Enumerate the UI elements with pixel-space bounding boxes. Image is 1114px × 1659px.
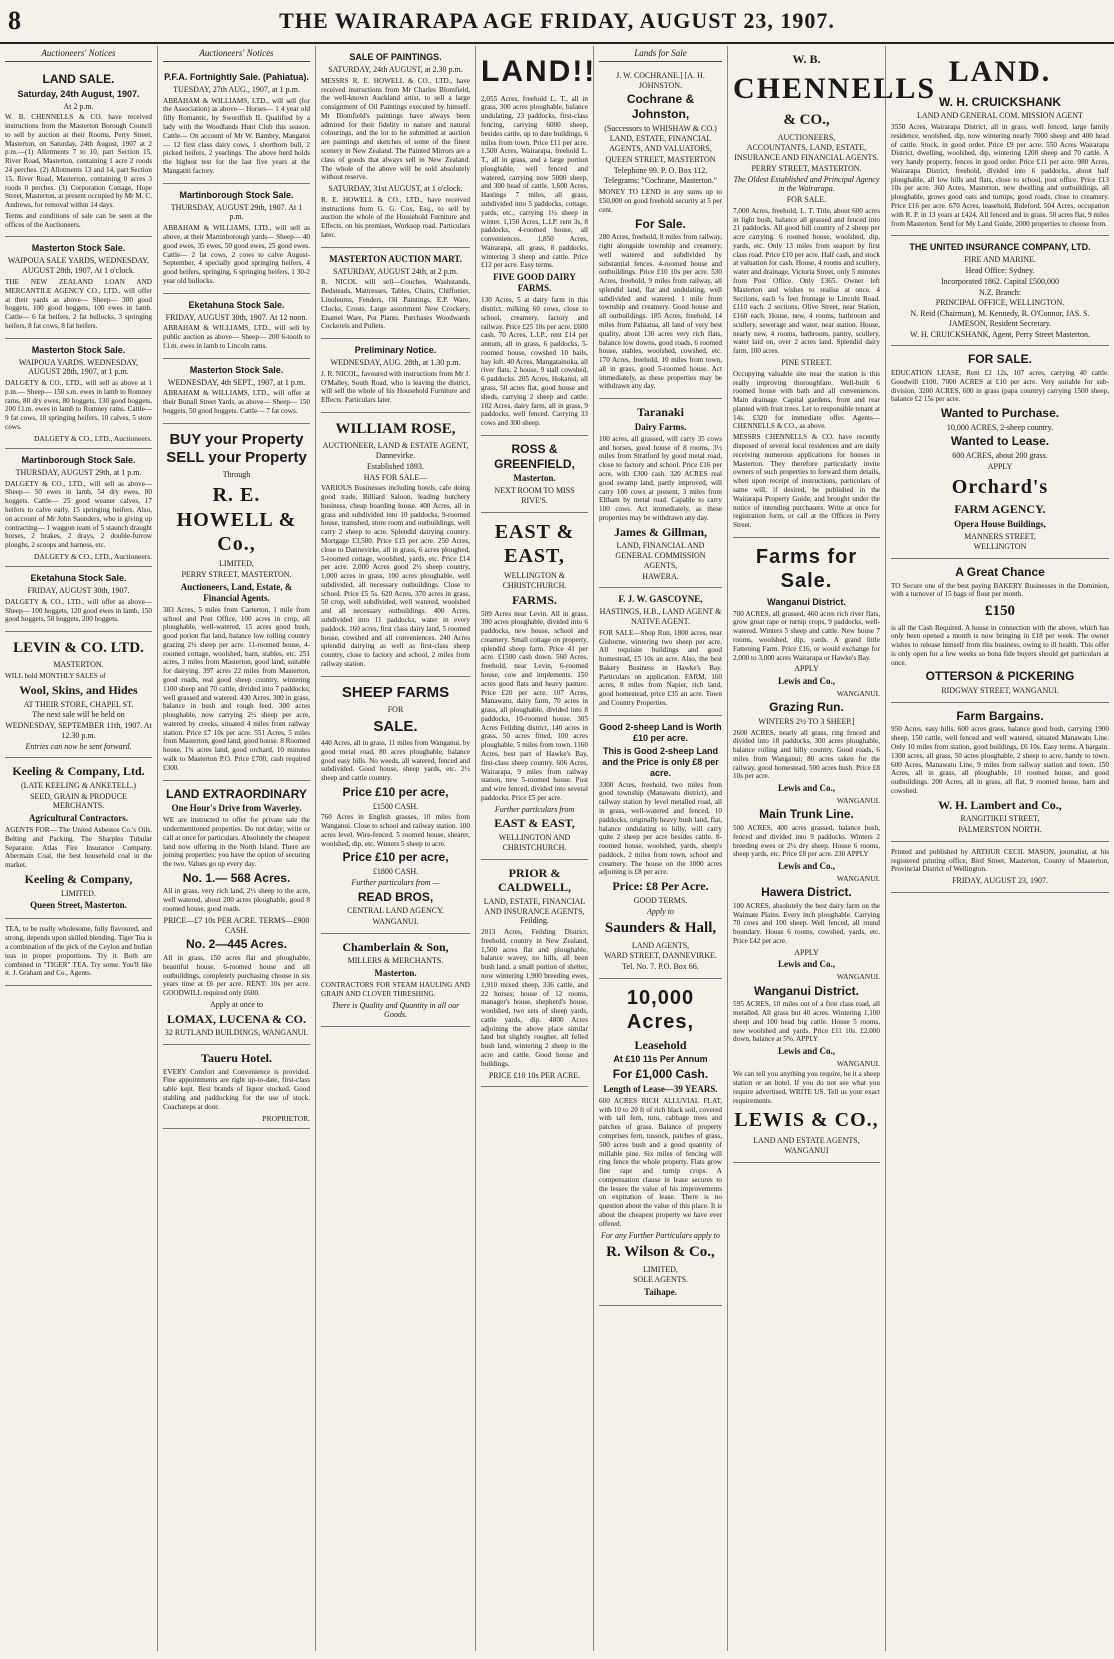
ad-date: Saturday, 24th August, 1907.: [17, 88, 140, 99]
ad-trade: Auctioneers, Land, Estate, & Financial Agents.: [180, 581, 293, 603]
ad-body-2: R. E. HOWELL & CO., LTD., have received instructions from G. G. Cox, Esq., to sell by auction the whole of the Household Furniture and Effects, on his premises, Worksop road. Particulars later.: [321, 195, 470, 239]
page-number: 8: [8, 6, 21, 35]
ad-trade: LAND, ESTATE, FINANCIAL AGENTS, AND VALUATORS,: [609, 134, 712, 154]
ad-gascoyne: [599, 588, 722, 716]
ad-street: PERRY STREET, MASTERTON.: [181, 570, 292, 580]
ad-forsale-title: For Sale.: [635, 216, 686, 231]
ad-chennells: [733, 46, 937, 538]
ad-date: SATURDAY, AUGUST 24th, at 2 p.m.: [333, 266, 458, 276]
ad-agent: W. H. CRUICKSHANK, Agent, Perry Street Masterton.: [910, 329, 1090, 339]
ad-body: VARIOUS Businesses including hotels, cafe doing good trade, Billiard Saloon, leading butchery business, cheap boarding house. 400 Acres, all in grass and subdivided into 10 paddocks, 9-roomed house, tramshed, store room and outbuildings, well carry 2 sheep to acre. Splendid dairying country. Mortgage £3,500. Price £15 per acre. 250 Acres, close to Dannevirke, all in grass, 6 acres ploughed, 5-roomed cottage, woolshed, yards, etc. Price £14 per acre. 2,000 Acres good 2½ sheep country, 1,000 acres in grass, 100 acres ploughable, well subdivided, all necessary outbuildings. Close to school. Price £5 5s. 620 Acres, 370 acres in grass, 50 crop, well subdivided, well watered, woolshed and all necessary outbuildings. 400 Acres, subdivided into 11 paddocks, water in every paddock. 160 acres, first class dairy land, 5 roomed house, cowshed and all conveniences. 240 Acres splendid dairying as well as first-class sheep country, close to factory and school, 2 miles from railway station.: [321, 484, 470, 668]
ad-terms: GOOD TERMS.: [633, 895, 688, 905]
ad-ag: Agricultural Contractors.: [29, 813, 128, 824]
ad-body: TEA, to be really wholesome, fully flavoured, and strong, depends upon skilled blending. Tiger Tea is a combination of the pick of the Ceylon and Indian teas in proper proportions. Try it. Both are combined in "TIGER" TEA. Try some. You'll like it. J. Graham and Co., Agents.: [5, 925, 152, 978]
ad-body: 100 acres, all grassed, will carry 35 cows and horses, good house of 8 rooms, 3½ miles from Stratford by good metal road, close to factory and school. Price £16 per acre, with £300 cash. 320 ACRES real good swamp land, partly improved, will carry 100 cows at present, 3 miles from Eltham by metal road. Capable to carry 100 cows. Act immediately, as these properties may be withdrawn any day.: [599, 434, 722, 522]
ad-grazing-sub: WINTERS 2½ TO 3 SHEEP.]: [758, 716, 855, 726]
ad-lambert-place: PALMERSTON NORTH.: [958, 825, 1042, 835]
ad-title: ROSS & GREENFIELD,: [494, 441, 575, 471]
ad-trade: AUCTIONEER, LAND & ESTATE AGENT, Dannevirke.: [322, 441, 469, 461]
ad-limited: LIMITED,: [219, 559, 254, 569]
ad-body: DALGETY & CO., LTD., will sell as above— Sheep— 50 ewes in lamb, 54 dry ewes, 80 hoggets. Cattle— 25 good weaner calves, 17 heifers to calve early, 15 springing heifers. Also, on account of Mr John Saunders, who is giving up contracting— 1 waggon team of 5 staunch draught horses, 2 brakes, 2 drays, 2 double-furrow ploughs, 2 scoops and harness, etc.: [5, 479, 152, 550]
ad-apply: APPLY: [794, 664, 819, 674]
ad-farm-bargains: [891, 703, 1109, 842]
ad-body: DALGETY & CO., LTD., will sell as above at 1 p.m.— Sheep— 150 s.m. ewes in lamb to Romney rams, 80 dry ewes, 80 hoggets, 130 good hoggets, 200 f.l.m. ewes in lamb to Romney rams. Cattle— 9 fat cows, 10 springing heifers, 10 calves, 5 store cows.: [5, 379, 152, 431]
ad-saunders-trade: LAND AGENTS,: [631, 940, 690, 950]
ad-keeling: [5, 758, 152, 919]
ad-purchase-body: 10,000 ACRES, 2-sheep country.: [946, 422, 1054, 432]
ad-address: PERRY STREET, MASTERTON.: [751, 163, 862, 173]
ad-wanganui: Wanganui District.: [767, 596, 846, 607]
ad-title: MASTERTON AUCTION MART.: [329, 253, 462, 264]
ad-price: £150: [985, 603, 1015, 620]
ad-lewis-place: WANGANUI.: [836, 689, 880, 699]
ad-subtitle: TUESDAY, 27th AUG., 1907, at 1 p.m.: [173, 84, 300, 94]
ad-title: F. J. W. GASCOYNE,: [618, 594, 703, 605]
ad-telegrams: Telegrams: "Cochrane, Masterton.": [603, 176, 718, 186]
ad-read-sub: CENTRAL LAND AGENCY.: [347, 906, 444, 916]
ad-body: CONTRACTORS FOR STEAM HAULING AND GRAIN AND CLOVER THRESHING.: [321, 981, 470, 998]
ad-title: Farms for Sale.: [755, 545, 858, 593]
ad-next: NEXT ROOM TO MISS RIVE'S.: [494, 486, 575, 505]
ad-hawera: Hawera District.: [761, 885, 852, 900]
ad-tiger-tea: [5, 919, 152, 986]
ad-initials: W. B.: [792, 52, 821, 66]
ad-incorporated: Incorporated 1862. Capital £500,000: [941, 276, 1059, 286]
ad-sheep-farms: [321, 677, 470, 934]
ad-saunders: Saunders & Hall,: [604, 920, 717, 937]
ad-body: THE NEW ZEALAND LOAN AND MERCANTILE AGENCY CO., LTD., will offer at their yards as above— Sheep— 300 good hoggets, 100 good hoggets, 100 ewes in lamb. Cattle— 6 fat heifers, 2 fat bullocks, 3 springing heifers, 8 fat cows, 8 fat heifers.: [5, 277, 152, 330]
ad-title: PRIOR & CALDWELL,: [497, 865, 571, 895]
ad-subtitle: (LATE KEELING & ANKETELL.): [20, 780, 137, 790]
ad-title: Preliminary Notice.: [354, 345, 437, 356]
ad-body: EVERY Comfort and Convenience is provided. Fine appointments are right up-to-date, first-class table kept. Best brands of liquor stocked. Good stabling and paddocking for the use of stock. Coachsteps at door.: [163, 1067, 310, 1111]
column-1: [0, 46, 158, 1651]
ad-subtitle: One Hour's Drive from Waverley.: [171, 803, 302, 814]
ad-place: MASTERTON.: [53, 660, 104, 670]
ad-pine: PINE STREET.: [781, 358, 832, 368]
ad-further: Further particulars from: [494, 804, 575, 814]
column-header: Auctioneers' Notices: [5, 46, 152, 62]
ad-length: Length of Lease—39 YEARS.: [603, 1083, 718, 1094]
ad-james: James & Gillman,: [614, 524, 707, 539]
ad-body: J. R. NICOL, favoured with instructions from Mr J. O'Malley, South Road, who is leaving the district, will sell the whole of his Household Furniture and Effects. Particulars later.: [321, 369, 470, 405]
ad-phone: Telephone 99. P. O. Box 112.: [613, 165, 708, 175]
ad-title: Eketahuna Stock Sale.: [30, 573, 127, 584]
ad-masterton-stock-sale: [163, 359, 310, 424]
ad-trade: MILLERS & MERCHANTS.: [347, 956, 444, 966]
ad-store: AT THEIR STORE, CHAPEL ST.: [23, 699, 134, 709]
ad-saunders-addr: WARD STREET, DANNEVIRKE.: [604, 951, 717, 961]
column-5: [594, 46, 728, 1651]
ad-james-trade: LAND, FINANCIAL AND GENERAL COMMISSION AGENTS,: [615, 541, 706, 570]
column-6: [728, 46, 937, 1651]
ad-hawera-body: 100 ACRES, absolutely the best dairy farm on the Waimate Plains. Every inch ploughable. Carrying 70 cows and 100 sheep. Well fenced, all round boundary. House 6 rooms, cowshed, yards, etc. Price £42 per acre.: [733, 901, 880, 945]
ad-for-sale: [891, 346, 1109, 559]
ad-subtitle: FRIDAY, AUGUST 30th, 1907.: [27, 586, 130, 595]
ad-body: ABRAHAM & WILLIAMS, LTD., will sell (for the Association) as above— Horses— 1 4 year old filly Romantic, by Swordfish II. Qualified by a lady with the Woodlands Hunt Club this season. Cattle— On account of Mr W. Bambry, Mangatoi— 12 first class dairy cows, 1 shorthorn bull, 2 picked heifers, 2 yearlings. The above herd holds the highest test for the last five years at the Mangatiti factory.: [163, 96, 310, 175]
ad-orchard-street: MANNERS STREET,: [964, 531, 1036, 541]
ad-trade: AUCTIONEERS,: [777, 132, 836, 142]
ad-body: ABRAHAM & WILLIAMS, LTD., will offer at their Bunall Street Yards, as above— Sheep— 150 hoggets, 50 good hoggets. Cattle— 7 fat cows.: [163, 389, 310, 415]
ad-martinborough-stock-sale: [163, 184, 310, 294]
ad-subtitle: This is Good 2-sheep Land and the Price is only £8 per acre.: [602, 745, 719, 778]
ad-entries: Entries can now be sent forward.: [25, 741, 132, 751]
ad-further: Further particulars from —: [351, 877, 440, 887]
ad-title: FOR SALE.: [967, 352, 1032, 367]
ad-lewis: Lewis and Co.,: [777, 861, 835, 872]
ad-subtitle: FRIDAY, AUGUST 30th, 1907. At 12 noon.: [165, 312, 308, 322]
column-4: [476, 46, 597, 1651]
ad-officers: N. Reid (Chairman), M. Kennedy, R. O'Connor, JAS. S. JAMESON, Resident Secretary.: [910, 309, 1090, 328]
ad-trade: HASTINGS, H.B., LAND AGENT & NATIVE AGENT.: [599, 607, 722, 626]
ad-body: ABRAHAM & WILLIAMS, LTD., will sell by public auction as above— Sheep— 200 6-tooth to f.l.m. ewes in lamb to Lincoln rams.: [163, 324, 310, 350]
ad-title: Good 2-sheep Land is Worth £10 per acre.: [599, 721, 722, 743]
ad-title: Taranaki: [637, 405, 684, 420]
columns: [0, 46, 1114, 1651]
ad-dairy-title: FIVE GOOD DAIRY FARMS.: [493, 272, 576, 294]
ad-money: MONEY TO LEND in any sums up to £50,000 on good freehold security at 5 per cent.: [599, 188, 722, 214]
ad-agents: AGENTS FOR— The United Asbestos Co.'s Oils. Belting and Packing. The Sharples Tubular Separator. Atlas Fire Insurance Company. Abermain Coal, the best household coal in the market.: [5, 826, 152, 870]
ad-body: EDUCATION LEASE, Rent £2 12s, 107 acres, carrying 40 cattle. Goodwill £100. 7000 ACRES at £10 per acre. Very suitable for sub-division. 3200 ACRES, 600 in grass (papa country) carrying 1500 sheep, balance £2 15s per acre.: [891, 368, 1109, 404]
ad-date: WEDNESDAY, SEPTEMBER 11th, 1907. At 12.30 p.m.: [5, 721, 152, 740]
ad-body: ABRAHAM & WILLIAMS, LTD., will sell as above, at their Martinborough yards— Sheep— 40 good ewes, 35 ewes, 50 good ewes, 25 good ewes. Cattle— 2 fat cows, 2 cows to calve August-September, 4 specially good springing heifers, 4 good heifers, springing, 6 springing heifers, 1 30-2 year old bullocks.: [163, 224, 310, 285]
ad-names: J. W. COCHRANE.] [A. H. JOHNSTON.: [616, 70, 705, 90]
ad-lease-title: Wanted to Lease.: [950, 434, 1050, 449]
ad-lot-2: No. 2—445 Acres.: [186, 937, 287, 952]
ad-wilson: R. Wilson & Co.,: [606, 1244, 715, 1261]
ad-sale-of-paintings: [321, 46, 470, 248]
ad-terms: Terms and conditions of sale can be seen at the offices of the Auctioneers.: [5, 211, 152, 229]
ad-body: 2,055 Acres, freehold L. T., all in grass, 300 acres ploughable, balance undulating, 23 paddocks, first-class fencing, carrying 6000 sheep, besides cattle, up to date buildings, 6 miles from town. Price £11 per acre. 1,500 Acres, Wairarapa, freehold L. T., all in grass, and a large portion ploughable, well fenced and watered, carrying now 5000 sheep, and 300 head of cattle. 1,600 Acres, Hastings 7 miles, all grass, subdivided into 5 paddocks, cottage, yards, etc., carrying 1½ sheep in winter. 1,150 Acres, L.I.P. rent 3s, 8 paddocks, 4-roomed house, all conveniences. 1,850 Acres, Wairarapa, all grass, 8 paddocks, wintering 3 sheep and cattle. Price £12 per acre. Easy terms.: [481, 94, 588, 270]
ad-title: A Great Chance: [955, 565, 1045, 580]
ad-lewis-place: WANGANUI.: [836, 972, 880, 982]
ad-apply: APPLY: [987, 461, 1013, 471]
ad-principal: PRINCIPAL OFFICE, WELLINGTON.: [935, 298, 1065, 308]
ad-place: WELLINGTON & CHRISTCHURCH.: [502, 571, 567, 591]
ad-main-trunk-body: 500 ACRES, 400 acres grassed, balance bush, fenced and divided into 9 paddocks. Winters 2 breeding ewes or 2½ dry sheep. House 6 rooms, sheep yards, etc. Price £8 per acre. 230 APPLY: [733, 823, 880, 859]
ad-lot-1: No. 1.— 568 Acres.: [182, 870, 291, 885]
ad-subtitle: Dairy Farms.: [634, 421, 687, 432]
ad-apply: Apply at once to: [209, 999, 264, 1009]
ad-subtitle: WAIPOUA YARDS. WEDNESDAY, AUGUST 28th, 1907, at 1 p.m.: [18, 357, 139, 377]
ad-title: Farm Bargains.: [956, 708, 1044, 723]
masthead-title: THE WAIRARAPA AGE FRIDAY, AUGUST 23, 1907.: [279, 8, 835, 33]
ad-apply: Apply to: [647, 906, 674, 916]
ad-title: Masterton Stock Sale.: [189, 364, 284, 375]
ad-read-place: WANGANUI.: [372, 916, 419, 926]
ad-lewis-place: WANGANUI.: [836, 796, 880, 806]
ad-co: & CO.,: [783, 112, 830, 129]
ad-subtitle: THURSDAY, AUGUST 29th, 1907. At 1 p.m.: [170, 202, 303, 222]
ad-forsale: FOR SALE.: [786, 195, 827, 205]
ad-street: Queen Street, Masterton.: [30, 900, 127, 911]
ad-body: 383 Acres, 5 miles from Carterton, 1 mile from school and Post Office, 100 acres in crop, all ploughable, well-watered, 15 acres good bush, good porion flat land, balance low rolling country grazing 2½ sheep per acre. 11-roomed house, 4-roomed cottage, woolshed, barn, stables, etc. 251 acres, 3 miles from Masterton, good land, suitable for dairying. 397 acres 22 miles from Masterton, good roads, real good sheep country, wintering 1100 sheep and 70 cattle, divided into 7 paddocks; well grassed and watered. 430 Acres, 300 in grass, balance in bush and rough feed. 300 acres ploughable, now carrying 2½ sheep per acre, watered by creeks, situated 4 miles from railway station. Price £7 10s per acre. 551 Acres, 5 miles from Masterton, good land, good house. 8 Roomed house, 1¾ acres land, good orchard, 10 minutes walk to Masterton P.O. Price £700, cash required £300.: [163, 605, 310, 772]
ad-william-rose: [321, 413, 470, 677]
ad-nz: N.Z. Branch:: [979, 287, 1021, 297]
ad-subtitle: THURSDAY, AUGUST 29th, at 1 p.m.: [15, 467, 142, 477]
ad-address: QUEEN STREET, MASTERTON: [605, 154, 716, 164]
ad-wanganui-2: Wanganui District.: [754, 983, 859, 998]
ad-body: 2013 Acres, Feilding District, freehold, country in New Zealand, 1,500 acres flat and ploughable, balance wavey, no hills, all been bush land, a small portion of shelter, now wintering 1,900 breeding ewes, 1,910 mixed sheep, 336 cattle, and 22 horses; house of 12 rooms, manager's house, shepherd's house, woolshed, two sets of sheep yards, cattle yards, dip. 4800 Acres adjoining the above place similar land but slightly rougher, all felled bush land, wintering 2 sheep to the acre and cattle. Good house and buildings.: [481, 928, 588, 1068]
ad-subtitle: (Successors to WHISHAW & CO.): [604, 123, 717, 133]
ad-cochrane-johnston: [599, 66, 722, 399]
column-7: [886, 46, 1114, 1651]
ad-body: FOR SALE—Shop Run, 1800 acres, near Gisborne, wintering two sheep per acre. All requisite buildings and good homestead, £5 10s an acre. Also, the best Bakery Business in Hawke's Bay. Particulars on application. FARM, 160 acres, 8 miles from Napier, rich land, good homestead, price £35 an acre. Town and Country Properties.: [599, 628, 722, 707]
ad-cruickshank: [891, 46, 1109, 236]
ad-lot-1-cash: £1500 CASH.: [372, 801, 419, 811]
ad-title: Chamberlain & Son,: [342, 939, 449, 954]
ad-lewis-big-place: WANGANUI: [784, 1146, 829, 1156]
ad-sale: SALE.: [373, 717, 418, 735]
ad-time: At 2 p.m.: [63, 101, 94, 111]
ad-established: Established 1893.: [367, 461, 424, 471]
ad-otterson-street: RIDGWAY STREET, WANGANUI.: [941, 686, 1059, 696]
ad-body: 7,000 Acres, freehold, L. T. Title, about 600 acres in light bush, balance all grassed and fenced into 21 paddocks. All good hill country of 2 sheep per acre carrying. 6 roomed house, woolshed, dip, yards, etc. Only 13 miles from seaport by first class road. Price £10 per acre. Half cash, and stock at valuation for cash. House, 4 rooms and scullery, water and drainage, Victoria Street, only 5 minutes from Post Office. Only £365. Owner left Masterton and wishes to realise at once. 4 Sections, each ¼ feet frontage to Lincoln Road. £110 each. 2 sections, Olive Street, near Station, £160 each. House, new, 4 rooms, bathroom and scullery, sewerage and water, near station. House, nearly new, 4 rooms, bathroom, pantry, scullery, water laid on, over 2 acres land. Splendid dairy farm, 100 acres.: [733, 206, 880, 356]
ad-lewis: Lewis and Co.,: [777, 1046, 835, 1057]
ad-wilson-limited: LIMITED,: [643, 1264, 678, 1274]
ad-lot-1-price: Price £10 per acre,: [342, 784, 449, 799]
ad-otterson: OTTERSON & PICKERING: [925, 669, 1075, 684]
ad-eketahuna-stock-sale: [163, 294, 310, 359]
ad-great-chance: [891, 559, 1109, 703]
ad-limited: LIMITED.: [61, 888, 96, 898]
ad-forsale-body: 280 Acres, freehold, 8 miles from railway, right alongside township and creamery, well watered and subdivided by substantial fences. 4-roomed house and outbuildings. Price £10 10s per acre. 530 Acres, freehold, 9 miles from railway, all splendid land, flat and undulating, well subdivided and watered. 1 mile from township and creamery. Good house and all outbuildings. 185 Acres, freehold, 14 miles from Pahiatua, all land of very best quality, about 130 acres very rich flats, balance low downs, good roads, 6 roomed house, stables, woolshed, cowshed, etc. 170 Acres, freehold, 10 miles from town, all in grass, good 5-roomed house. Act immediately, as these properties may be withdrawn any day.: [599, 233, 722, 391]
ad-trade: LAND, ESTATE, FINANCIAL AND INSURANCE AGENTS, Feilding.: [483, 896, 586, 926]
ad-price: Price: £8 Per Acre.: [612, 879, 709, 894]
ad-place: Masterton.: [374, 968, 417, 979]
ad-note: The Oldest Established and Principal Agency in the Wairarapa.: [733, 174, 880, 194]
ad-lomax: LOMAX, LUCENA & CO.: [166, 1011, 306, 1026]
ad-lewis: Lewis and Co.,: [777, 959, 835, 970]
ad-signature-place: WELLINGTON AND CHRISTCHURCH.: [498, 833, 571, 852]
ad-title: Masterton Stock Sale.: [31, 344, 126, 355]
ad-for: FOR: [387, 705, 404, 714]
ad-lot-1-body: All in grass, very rich land, 2½ sheep to the acre, well watered, about 200 acres ploughable, good 8 roomed house, good roads.: [163, 887, 310, 914]
ad-rent: At £10 11s Per Annum: [613, 1054, 708, 1065]
ad-lewis-place: WANGANUI.: [836, 874, 880, 884]
ad-title: WILLIAM ROSE,: [335, 421, 456, 437]
ad-signature: DALGETY & CO., LTD., Auctioneers.: [34, 551, 152, 561]
ad-messrs: MESSRS CHENNELLS & CO. have recently disposed of several local residences and are daily receiving numerous applications for houses in Masterton. They therefore particularly invite owners of such properties to forward them details, when upon receipt of instructions, particulars of same will, if desired, be published in the Wairarapa Property Guide, and brought under the notice of intending purchasers. Write at once for registration form, or call at the Offices in Perry Street.: [733, 433, 880, 530]
ad-signature: EAST & EAST,: [494, 816, 575, 831]
ad-trade-2: ACCOUNTANTS, LAND, ESTATE, INSURANCE AND FINANCIAL AGENTS.: [734, 143, 879, 163]
ad-buy-title: BUY your Property SELL your Property: [166, 430, 307, 467]
ad-united-insurance: [891, 236, 1109, 346]
ad-orchard-place: WELLINGTON: [973, 542, 1027, 552]
column-header: Lands for Sale: [599, 46, 722, 62]
ad-land-extraordinary: [163, 781, 310, 1045]
ad-trade: SEED, GRAIN & PRODUCE MERCHANTS.: [30, 791, 127, 811]
ad-signature: DALGETY & CO., LTD., Auctioneers.: [34, 433, 152, 443]
ad-title: Cochrane & Johnston,: [626, 92, 695, 122]
ad-goods: Wool, Skins, and Hides: [19, 682, 138, 697]
ad-office: Head Office: Sydney.: [965, 266, 1035, 276]
ad-farms: FARMS.: [512, 592, 557, 607]
ad-pfa-sale: [163, 66, 310, 184]
ad-body: 950 Acres, easy hills, 600 acres grass, balance good bush, carrying 1900 sheep, 150 cattle, well fenced and well watered, situated Manawatu Line. Only 10 miles from station, good buildings, £6 10s. Easy terms. A bargain. 1300 acres, all grass, 50 acres ploughable, 2 sheep to acre, handy to town. 600 Acres, Manawatu Line, 9 miles from railway station and town. 150 Acres, all in grass, all ploughable, 10 roomed house, and good outbuildings. 200 Acres, all in grass, all flat, 9 roomed house, barn and cowshed.: [891, 725, 1109, 795]
ad-masterton-stock-sale: [5, 237, 152, 338]
column-2: [158, 46, 316, 1651]
ad-taranaki: [599, 399, 722, 588]
ad-through: Through: [222, 470, 251, 480]
ad-apply: APPLY: [794, 947, 819, 957]
ad-subtitle: WAIPOUA SALE YARDS, WEDNESDAY, AUGUST 28th, 1907, At 1 o'clock.: [7, 256, 150, 276]
ad-body-2: is all the Cash Required. A house in connection with the above, which has only been opened a month is now bringing in £18 per week. The owner wishes to release himself from this business, owing to ill health. This offer is only open for a few weeks so bona fide buyers should get particulars at once.: [891, 623, 1109, 667]
ad-land-title: LAND.: [948, 55, 1052, 88]
ad-title: Keeling & Company, Ltd.: [12, 764, 145, 779]
ad-body: 3300 Acres, freehold, two miles from good township (Manawatu district), and railway station by level metalled road, all in grass, well-watered and fenced, 10 paddocks, originally heavy bush land, flat, balance undulating to hilly, will carry quite 2 sheep per acre besides cattle. 8-roomed house, woolshed, yards, sheep's paddock, 2 miles from town, school and creamery. The house on the 1000 acres adjoining is £8 per acre.: [599, 780, 722, 877]
ad-tell: We can tell you anything you require, be it a sheep station or an hotel. If you do not see what you require advertised, WRITE US. Tell us your exact requirements.: [733, 1070, 880, 1105]
ad-lewis-big: LEWIS & CO.,: [734, 1109, 879, 1132]
ad-title: Martinborough Stock Sale.: [21, 454, 136, 465]
ad-wanganui-2-body: 595 ACRES, 10 miles out of a first class road, all metalled. All grass but 40 acres. Wintering 1,100 sheep and 100 head big cattle. House 5 rooms, new woolshed and yards. Price £11 10s. £2,000 down, balance at 5%. APPLY: [733, 1000, 880, 1044]
ad-note: There is Quality and Quantity in all our Goods.: [331, 1000, 460, 1020]
ad-orchard-sub: FARM AGENCY.: [954, 501, 1046, 516]
ad-title: Martinborough Stock Sale.: [179, 189, 294, 200]
column-3: [316, 46, 476, 1651]
ad-prior-caldwell: [481, 860, 588, 1088]
ad-ross-greenfield: [481, 436, 588, 513]
ad-levin: [5, 632, 152, 758]
ad-body: 600 ACRES RICH ALLUVIAL FLAT, with 10 to 20 ft of rich black soil, covered with tall fern, tutu, cabbage trees and patches of grass. Balance of property comprises fern, tussock, patches of grass, 500 acres bush and a good quantity of millable pine. Six miles of fencing will ring fence the whole property. Flats grow fine rape and turnip crops. A compensation clause in lease secures to the lessee the value of his improvements on expiration of lease. There is no question about the value of this place. It is about the cheapest property we have ever offered.: [599, 1096, 722, 1228]
ad-land-sale: [5, 66, 152, 238]
ad-main-trunk: Main Trunk Line.: [759, 807, 854, 822]
ad-dairy-body: 130 Acres, 5 at dairy farm in this district, milking 60 cows, close to school, creamery, factory and railway. Price £25 10s per acre. £600 cash. 70 Acres, L.I.P., rent £14 per annum, all in grass, 6 paddocks, 5-roomed house, cowshed 10 bails, hay loft. 40 Acres, Mangatainoka, all river flats, 2 house, 9 stall cowshed, 6 paddocks. 205 Acres, Hokanui, all grass, 50 acres flat, good house and sheds, carrying 2 sheep and cattle. 102 Acres, dairy farm, all in grass, 9 paddocks, well fenced. Carrying 33 cows and 300 sheep.: [481, 296, 588, 428]
ad-auction-mart: [321, 248, 470, 339]
ad-title: LAND!!: [481, 55, 597, 88]
ad-title: R. E. HOWELL & Co.,: [176, 484, 297, 555]
ad-body: TO Secure one of the best paying BAKERY Businesses in the Dominion, with a turnover of 15 bags of flour per month.: [891, 581, 1109, 599]
ad-howell: [163, 424, 310, 781]
ad-orchard: Orchard's: [951, 475, 1049, 498]
ad-signature: Keeling & Company,: [24, 872, 133, 887]
ad-east-east: [481, 513, 588, 860]
ad-saunders-tel: Tel. No. 7. P.O. Box 66.: [622, 962, 699, 972]
ad-lewis: Lewis and Co.,: [777, 783, 835, 794]
ad-title: CHENNELLS: [733, 71, 937, 105]
ad-title: LEVIN & CO. LTD.: [13, 640, 144, 657]
ad-body: R. NICOL will sell—Couches, Washstands, Bedsteads, Mattresses, Tables, Chairs, Chiffonier, Linoleums, Fenders, Oil Paintings, E.P. Ware, Clocks, Crosts. Large assortment New Crockery, Enamel Ware, Pot Plants. Purchases Woodwards Cockerels and Pullets.: [321, 278, 470, 331]
ad-title: LAND SALE.: [42, 71, 115, 86]
ad-body: WILL hold MONTHLY SALES of: [5, 672, 106, 681]
ad-lot-2: 760 Acres in English grasses, 10 miles from Wanganui. Close to school and railway station. 100 acres level. Wire-fenced. 5 roomed house, shearer, woolshed, dip, etc. Winters 5 sheep to acre.: [321, 813, 470, 848]
ad-body: W. B. CHENNELLS & CO. have received instructions from the Masterton Borough Council to sell by auction at their Rooms, Perry Street, Masterton, on Saturday, 24th August, 1907 at 2 p.m.—(1) Allotments 7 to 10, part Section 15, River Road, Masterton, containing 1 acre 2 roods 24 perches. (2) Allotments 13 and 14, part Section 15, River Road, Masterton, containing 0 acres 3 roods 0 perches. (3) Corporation Cottage, Hope Street, Masterton, at present occupied by Mr M. C. Andrews, for removal within 14 days.: [5, 113, 152, 210]
ad-lambert-street: RANGITIKEI STREET,: [960, 814, 1040, 824]
ad-wilson-place: Taihape.: [644, 1287, 677, 1298]
ad-grazing: Grazing Run.: [769, 700, 844, 715]
ad-price: PRICE £10 10s PER ACRE.: [488, 1070, 581, 1080]
ad-title: Taueru Hotel.: [201, 1050, 272, 1065]
ad-date: WEDNESDAY, AUG. 28th, at 1.30 p.m.: [330, 358, 461, 368]
ad-body: WE are instructed to offer for private sale the undermentioned properties. Do not delay; write or call at once for particulars. Absolutely the cheapest land now offering in the North Island. There are joining properties; you have the option of securing the two. Values go up every day.: [163, 816, 310, 869]
imprint-date: FRIDAY, AUGUST 23, 1907.: [952, 876, 1048, 886]
ad-lot-2-cash: £1800 CASH.: [372, 867, 419, 877]
ad-title: EAST & EAST,: [494, 520, 575, 567]
ad-title: SHEEP FARMS: [341, 683, 450, 701]
ad-has: HAS FOR SALE—: [363, 472, 428, 482]
ad-body: MESSRS R. E. HOWELL & CO., LTD., have received instructions from Mr Charles Blomfield, the well-known Auckland artist, to sell a large consignment of Oil Paintings executed by himself. Mr Blomfield's paintings have always been admired for their fidelity to nature and natural colourings, and the lot to be submitted at auction are paintings and sketches of some of the finest scenery in New Zealand. The Painted Mirrors are a class of goods that always sell in New Zealand. The whole of the above will be sold absolutely without reserve.: [321, 76, 470, 182]
ad-title: THE UNITED INSURANCE COMPANY, LTD.: [909, 242, 1091, 253]
ad-subtitle: Leasehold: [634, 1037, 687, 1052]
ad-eketahuna-stock-sale: [5, 567, 152, 632]
ad-title: LAND EXTRAORDINARY: [166, 786, 307, 801]
ad-next: The next sale will be held on: [32, 710, 125, 720]
ad-good-sheep-land: [599, 716, 722, 979]
ad-body: 3550 Acres, Wairarapa District, all in grass, well fenced, large family residence, woolshed, dip, now wintering nearly 7000 sheep and 400 head of cattle. Stock, in good order. Price £9 per acre. 550 Acres Wairarapa District, dwelling, woolshed, dip, wintering 1200 sheep and 70 cattle. A very handy property, fences in good order. Price £11 per acre. 980 Acres, Wairarapa District, freehold, divided into 6 paddocks, about half ploughable, all low hills and flats, close to school, post office. Price £13 10s per acre. 360 Acres, Masterton, new dwelling and outbuildings, all ploughable, grows good oats and turnips, good roads, close to creamery. Price £16 per acre. 670 Acres, leasehold, Bideford. 504 Acres, occupation with R. P. in 13 years at £424. All fenced and in grass. 50 acres flat, 9 miles from Masterton. Send for My Land Guide, 2000 properties to choose from.: [891, 122, 1109, 228]
ad-wanganui-body: 700 ACRES, all grassed, 460 acres rich river flats, grow great rape or turnip crops, 9 paddocks, well-watered. Winters 5 sheep and cattle. New house 7 rooms, woolshed, dip, yards. A grand little Fattening Farm. Price £16, or would exchange for 2,000 to 3,000 acres Wairarapa or Hawke's Bay.: [733, 609, 880, 662]
ad-date-2: SATURDAY, 31st AUGUST, at 1 o'clock.: [328, 184, 463, 194]
ad-place: Masterton.: [513, 473, 556, 484]
ad-title: W. H. CRUICKSHANK: [939, 94, 1061, 109]
ad-lot-1: 440 Acres, all in grass, 11 miles from Wanganui, by good metal road, 80 acres ploughable, balance good easy hills. No weeds, all watered, fenced and subdivided. Good house, sheep yards, etc. 2½ sheep and cattle country.: [321, 739, 470, 783]
ad-preliminary-notice: [321, 339, 470, 413]
ad-grazing-body: 2600 ACRES, nearly all grass, ring fenced and divided into 18 paddocks, 300 acres ploughable, balance rolling and hilly country. Good roads, 6 miles from Wanganui; 80 acres taken for the railway, good homestead, 500 acres bush. Price £8 10s per acre.: [733, 728, 880, 781]
ad-title: Masterton Stock Sale.: [31, 243, 126, 254]
ad-orchard-bldg: Opera House Buildings,: [954, 518, 1046, 529]
ad-lomax-addr: 32 RUTLAND BUILDINGS, WANGANUI.: [164, 1028, 309, 1038]
ad-lease-body: 600 ACRES, about 200 grass.: [952, 451, 1048, 461]
ad-body: 509 Acres near Levin. All in grass, 300 acres ploughable, divided into 6 paddocks, new house, school and creamery. Small cottage on property, splendid sheep farm. Price 41 per acre. £1500 cash down. 560 Acres, freehold, near Levin, 6-roomed house, cow and implements. 150 acres good flats and heavy pasture. Price £20 per acre. 107 Acres, Manawatu, dairy farm, 70 acres in grass, all ploughable, divided into 8 paddocks, 10-roomed house. 305 Acres Feilding district, 140 acres in grass, 50 acres fitted, 100 acres ploughable, 5 miles from town. 1160 Acres, best part of Hawke's Bay, first-class sheep country. 606 Acres, Wairarapa, 9 miles from railway station, new 5-roomed house. Post and wire fenced, divided into several paddocks. Price £5 per acre.: [481, 609, 588, 802]
masthead: [0, 0, 1114, 44]
ad-further: For any Further Particulars apply to: [601, 1230, 720, 1240]
ad-lot-2-price: Price £10 per acre,: [342, 850, 449, 865]
ad-purchase-title: Wanted to Purchase.: [940, 406, 1060, 421]
ad-wilson-agents: SOLE AGENTS.: [632, 1275, 689, 1285]
ad-farms-for-sale: [733, 538, 880, 1163]
column-header: Auctioneers' Notices: [163, 46, 310, 62]
ad-subtitle: WEDNESDAY, 4th SEPT., 1907, at 1 p.m.: [167, 377, 306, 387]
ad-lot-1-price: PRICE—£7 10s PER ACRE. TERMS—£900 CASH.: [163, 915, 310, 935]
ad-signature: PROPRIETOR.: [262, 1113, 310, 1123]
ad-land: [481, 46, 597, 436]
ad-lewis: Lewis and Co.,: [777, 676, 835, 687]
ad-lewis-place: WANGANUI.: [836, 1059, 880, 1069]
ad-trade: LAND AND GENERAL COM. MISSION AGENT: [917, 111, 1083, 121]
ad-read-bros: READ BROS,: [357, 889, 434, 904]
ad-lewis-big-trade: LAND AND ESTATE AGENTS,: [753, 1135, 860, 1145]
ad-title: 10,000 Acres,: [626, 986, 695, 1034]
ad-body: DALGETY & CO., LTD., will offer as above— Sheep— 100 hoggets, 120 good ewes in lamb, 150 good hoggets, 50 hoggets, 200 hoggets.: [5, 597, 152, 624]
ad-trade: FIRE AND MARINE.: [964, 255, 1036, 265]
imprint: [891, 842, 1109, 893]
imprint-text: Printed and published by ARTHUR CECIL MASON, journalist, at his registered printing office, Bird Street, Masterton, County of Masterton, Provincial District of Wellington.: [891, 847, 1109, 874]
ad-martinborough-stock-sale: [5, 449, 152, 567]
ad-leasehold: [599, 979, 722, 1306]
ad-james-place: HAWERA.: [642, 571, 679, 581]
ad-cash: For £1,000 Cash.: [612, 1067, 709, 1082]
ad-title: SALE OF PAINTINGS.: [349, 52, 442, 62]
ad-pine-body: Occupying valuable site near the station is this really improving thoroughfare. Well-built 6 roomed house with bath and all conveniences. Main drainage. Capital gardens, front and rear planted with fruit trees. Let to responsible tenant at 14s. £320 for immediate offer. Agents—CHENNELLS & CO., as above.: [733, 369, 880, 431]
ad-title: P.F.A. Fortnightly Sale. (Pahiatua).: [164, 71, 309, 82]
ad-date: SATURDAY, 24th AUGUST, at 2.30 p.m.: [328, 64, 463, 74]
ad-taueru-hotel: [163, 1045, 310, 1129]
ad-lot-2-body: All in grass, 150 acres flat and ploughable, beautiful house, 6-roomed house and all outbuildings, completely purchasing choose in six years time at £6 per acre. RENT: 10s per acre. GOODWILL required only £600.: [163, 953, 310, 998]
ad-lambert: W. H. Lambert and Co.,: [938, 797, 1062, 812]
ad-masterton-stock-sale-2: [5, 339, 152, 449]
ad-chamberlain: [321, 934, 470, 1027]
ad-title: Eketahuna Stock Sale.: [188, 299, 285, 310]
